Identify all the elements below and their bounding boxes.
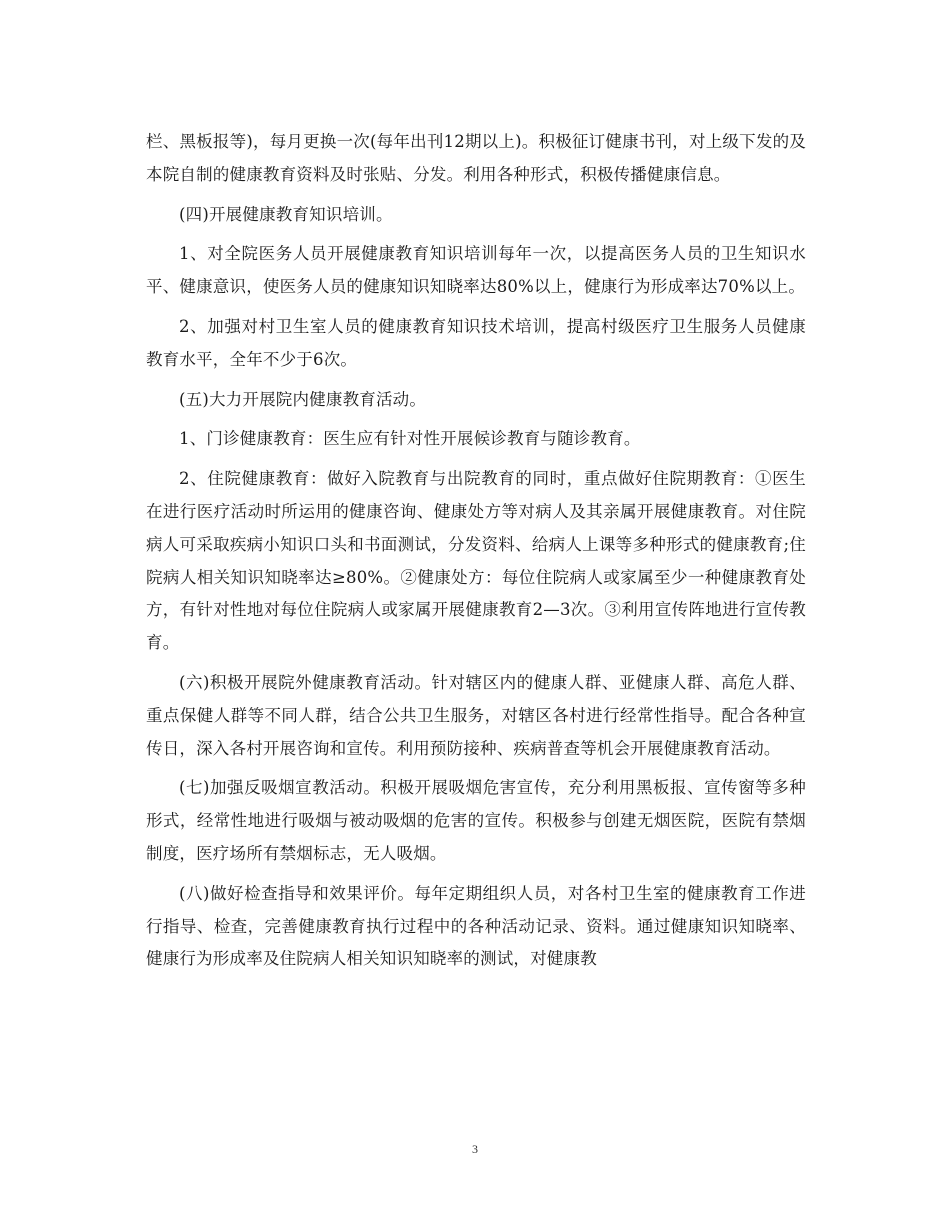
document-body — [146, 126, 806, 983]
page-number: 3 — [472, 1142, 478, 1156]
paragraph-continuation: 栏、黑板报等)，每月更换一次(每年出刊12期以上)。积极征订健康书刊，对上级下发的及本院自制的健康教育资料及时张贴、分发。利用各种形式，积极传播健康信息。 — [146, 132, 806, 184]
paragraph-inspection-evaluation: (八)做好检查指导和效果评价。每年定期组织人员，对各村卫生室的健康教育工作进行指导、检查，完善健康教育执行过程中的各种活动记录、资料。通过健康知识知晓率、健康行为形成率及住院病人相关知识知晓率的测试，对健康教 — [146, 883, 806, 969]
section-heading-5: (五)大力开展院内健康教育活动。 — [179, 389, 427, 409]
paragraph-training-staff: 1、对全院医务人员开展健康教育知识培训每年一次，以提高医务人员的卫生知识水平、健康意识，使医务人员的健康知识知晓率达80%以上，健康行为形成率达70%以上。 — [146, 244, 806, 297]
paragraph-anti-smoking: (七)加强反吸烟宣教活动。积极开展吸烟危害宣传，充分利用黑板报、宣传窗等多种形式，经常性地进行吸烟与被动吸烟的危害的宣传。积极参与创建无烟医院，医院有禁烟制度，医疗场所有禁烟标志，无人吸烟。 — [146, 778, 806, 863]
paragraph-outreach-education: (六)积极开展院外健康教育活动。针对辖区内的健康人群、亚健康人群、高危人群、重点保健人群等不同人群，结合公共卫生服务，对辖区各村进行经常性指导。配合各种宣传日，深入各村开展咨询和宣传。利用预防接种、疾病普查等机会开展健康教育活动。 — [146, 672, 806, 758]
paragraph-inpatient-education: 2、住院健康教育：做好入院教育与出院教育的同时，重点做好住院期教育：①医生在进行医疗活动时所运用的健康咨询、健康处方等对病人及其亲属开展健康教育。对住院病人可采取疾病小知识口头和书面测试，分发资料、给病人上课等多种形式的健康教育;住院病人相关知识知晓率达≥80%。②健康处方：每位住院病人或家属至少一种健康教育处方，有针对性地对每位住院病人或家属开展健康教育2—3次。③利用宣传阵地进行宣传教育。 — [146, 469, 806, 653]
paragraph-outpatient-education: 1、门诊健康教育：医生应有针对性开展候诊教育与随诊教育。 — [179, 429, 641, 449]
section-heading-4: (四)开展健康教育知识培训。 — [179, 204, 393, 224]
paragraph-training-village: 2、加强对村卫生室人员的健康教育知识技术培训，提高村级医疗卫生服务人员健康教育水平，全年不少于6次。 — [146, 316, 806, 369]
